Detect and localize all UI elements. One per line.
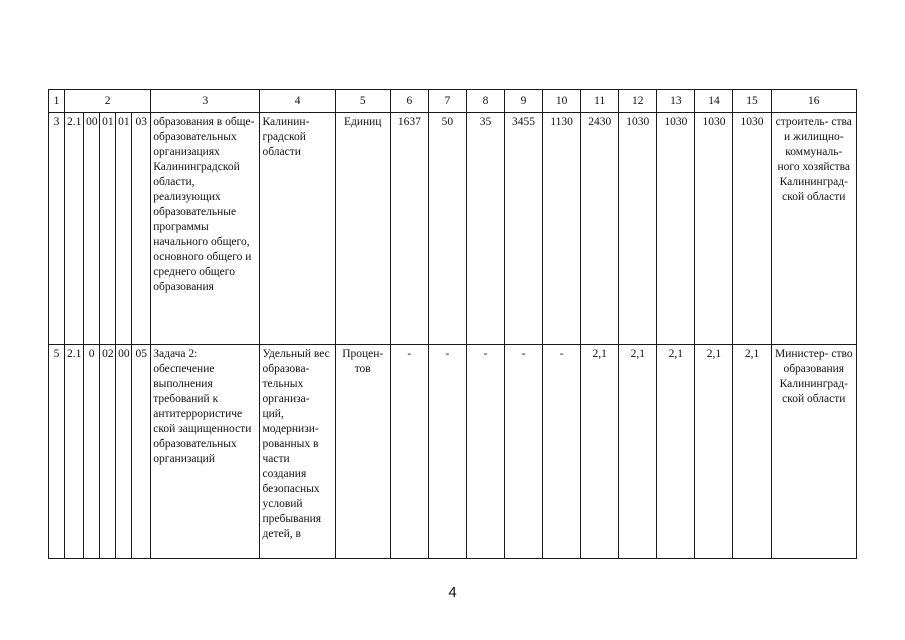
header-cell: 1: [49, 90, 65, 113]
value-cell: 2,1: [733, 345, 771, 559]
value-cell: 1030: [695, 113, 733, 345]
value-cell: -: [428, 345, 466, 559]
page-number: 4: [448, 584, 457, 601]
value-cell: 2,1: [581, 345, 619, 559]
value-cell: 2,1: [657, 345, 695, 559]
value-cell: 1030: [657, 113, 695, 345]
header-cell: 2: [65, 90, 151, 113]
unit: Единиц: [335, 113, 390, 345]
value-cell: 1637: [390, 113, 428, 345]
header-cell: 5: [335, 90, 390, 113]
table-row: [49, 113, 857, 345]
value-cell: -: [390, 345, 428, 559]
code-part: 01: [116, 113, 132, 345]
document-table: [48, 89, 857, 559]
executor: Министер- ство образования Калининград- ской области: [771, 345, 856, 559]
header-cell: 15: [733, 90, 771, 113]
header-cell: 14: [695, 90, 733, 113]
header-cell: 16: [771, 90, 856, 113]
header-cell: 7: [428, 90, 466, 113]
code-part: 00: [84, 113, 100, 345]
code-part: 05: [132, 345, 151, 559]
value-cell: 2,1: [695, 345, 733, 559]
code-part: 03: [132, 113, 151, 345]
row-number: 3: [49, 113, 65, 345]
code-part: 2.1: [65, 345, 84, 559]
value-cell: -: [466, 345, 504, 559]
header-row: [49, 90, 857, 113]
code-part: 02: [100, 345, 116, 559]
code-part: 2.1: [65, 113, 84, 345]
header-cell: 12: [619, 90, 657, 113]
code-part: 01: [100, 113, 116, 345]
value-cell: -: [543, 345, 581, 559]
item-name: Задача 2: обеспечение выполнения требований к антитеррористиче ской защищенности образовательных организаций: [151, 345, 260, 559]
value-cell: 1130: [543, 113, 581, 345]
code-part: 00: [116, 345, 132, 559]
header-cell: 10: [543, 90, 581, 113]
value-cell: 2,1: [619, 345, 657, 559]
value-cell: 1030: [619, 113, 657, 345]
value-cell: 1030: [733, 113, 771, 345]
row-number: 5: [49, 345, 65, 559]
indicator-name: Калинин- градской области: [260, 113, 335, 345]
unit: Процен- тов: [335, 345, 390, 559]
header-cell: 8: [466, 90, 504, 113]
item-name: образования в обще- образовательных организациях Калининградской области, реализующих образовательные программы начального общего, основного общего и среднего общего образования: [151, 113, 260, 345]
value-cell: 3455: [505, 113, 543, 345]
executor: строитель- ства и жилищно- коммуналь- ного хозяйства Калининград- ской области: [771, 113, 856, 345]
value-cell: 50: [428, 113, 466, 345]
value-cell: -: [505, 345, 543, 559]
code-part: 0: [84, 345, 100, 559]
table-row: [49, 345, 857, 559]
header-cell: 9: [505, 90, 543, 113]
header-cell: 13: [657, 90, 695, 113]
header-cell: 11: [581, 90, 619, 113]
value-cell: 2430: [581, 113, 619, 345]
value-cell: 35: [466, 113, 504, 345]
indicator-name: Удельный вес образова- тельных организа- ций, модернизи- рованных в части создания безопасных условий пребывания детей, в: [260, 345, 335, 559]
header-cell: 4: [260, 90, 335, 113]
header-cell: 3: [151, 90, 260, 113]
header-cell: 6: [390, 90, 428, 113]
